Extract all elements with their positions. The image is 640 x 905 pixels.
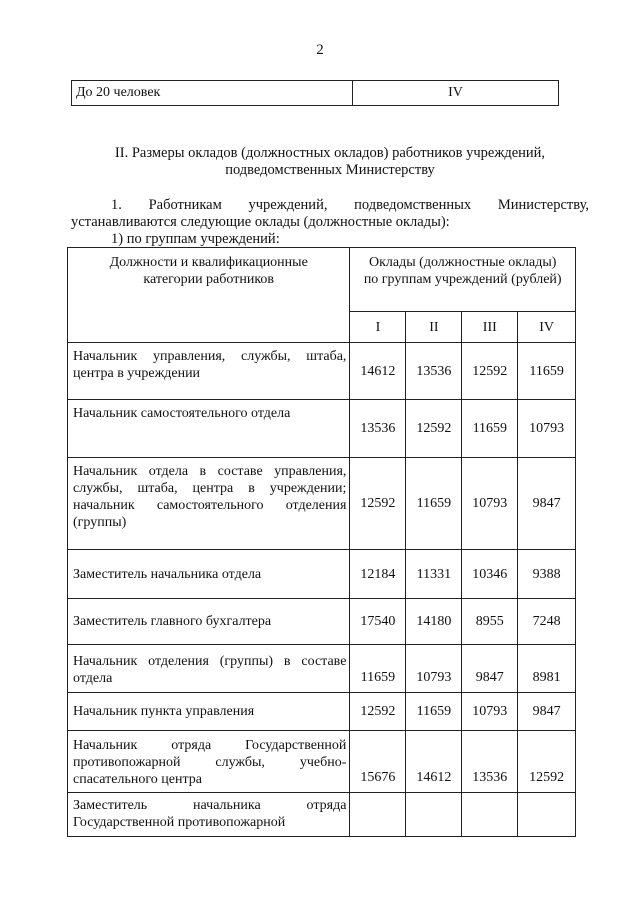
salary-value: 10793 [462, 458, 518, 550]
column-header-position: Должности и квалификационные категории работников [68, 248, 350, 343]
salary-value: 8981 [518, 645, 576, 693]
position-name: Начальник отделения (группы) в составе отдела [68, 645, 350, 693]
page-number: 2 [316, 42, 324, 58]
salary-table [67, 247, 576, 837]
salary-value: 10346 [462, 550, 518, 599]
group-table-fragment [71, 80, 559, 106]
salary-value: 14612 [350, 343, 406, 400]
column-header-salaries: Оклады (должностные оклады) по группам учреждений (рублей) [350, 248, 576, 312]
salary-value: 10793 [406, 645, 462, 693]
salary-value: 11659 [518, 343, 576, 400]
salary-value: 12592 [350, 693, 406, 731]
position-name: Начальник отдела в составе управления, службы, штаба, центра в учреждении; начальник самостоятельного отделения (группы) [68, 458, 350, 550]
position-name: Начальник самостоятельного отдела [68, 400, 350, 458]
table-row [72, 81, 559, 106]
salary-value: 12184 [350, 550, 406, 599]
salary-value: 11659 [350, 645, 406, 693]
salary-value: 9388 [518, 550, 576, 599]
group-header-1: I [350, 312, 406, 343]
paragraph-line-2: устанавливаются следующие оклады (должностные оклады): [71, 214, 450, 230]
salary-value: 13536 [350, 400, 406, 458]
group-cell: IV [353, 81, 559, 106]
table-row [68, 400, 576, 458]
table-row [68, 458, 576, 550]
salary-value: 11659 [406, 458, 462, 550]
table-row [68, 793, 576, 837]
table-row [68, 731, 576, 793]
salary-value: 15676 [350, 731, 406, 793]
salary-value: 11331 [406, 550, 462, 599]
salary-value: 14180 [406, 599, 462, 645]
salary-value [518, 793, 576, 837]
salary-value: 12592 [406, 400, 462, 458]
salary-value: 14612 [406, 731, 462, 793]
position-name: Начальник управления, службы, штаба, центра в учреждении [68, 343, 350, 400]
salary-value: 12592 [350, 458, 406, 550]
salary-value: 11659 [406, 693, 462, 731]
group-header-2: II [406, 312, 462, 343]
group-header-3: III [462, 312, 518, 343]
salary-value [406, 793, 462, 837]
position-name: Заместитель главного бухгалтера [68, 599, 350, 645]
paragraph-line-1: 1. Работникам учреждений, подведомственных Министерству, [111, 197, 589, 213]
salary-value [462, 793, 518, 837]
salary-value: 10793 [518, 400, 576, 458]
position-name: Начальник отряда Государственной противопожарной службы, учебно-спасательного центра [68, 731, 350, 793]
salary-value: 12592 [518, 731, 576, 793]
staff-count-cell: До 20 человек [72, 81, 353, 106]
table-row [68, 343, 576, 400]
salary-value: 9847 [518, 458, 576, 550]
salary-value: 9847 [518, 693, 576, 731]
salary-value: 9847 [462, 645, 518, 693]
table-row [68, 693, 576, 731]
group-header-4: IV [518, 312, 576, 343]
salary-value: 13536 [406, 343, 462, 400]
section-heading-line-1: II. Размеры окладов (должностных окладов) работников учреждений, [114, 145, 546, 161]
section-heading-line-2: подведомственных Министерству [225, 162, 435, 178]
salary-value: 13536 [462, 731, 518, 793]
salary-value: 8955 [462, 599, 518, 645]
salary-value: 17540 [350, 599, 406, 645]
table-row [68, 599, 576, 645]
salary-value: 10793 [462, 693, 518, 731]
table-row [68, 550, 576, 599]
position-name: Начальник пункта управления [68, 693, 350, 731]
table-header-row [68, 248, 576, 312]
salary-value [350, 793, 406, 837]
paragraph-line-3: 1) по группам учреждений: [111, 231, 280, 247]
salary-value: 11659 [462, 400, 518, 458]
table-row [68, 645, 576, 693]
salary-value: 12592 [462, 343, 518, 400]
position-name: Заместитель начальника отряда Государственной противопожарной [68, 793, 350, 837]
position-name: Заместитель начальника отдела [68, 550, 350, 599]
salary-value: 7248 [518, 599, 576, 645]
